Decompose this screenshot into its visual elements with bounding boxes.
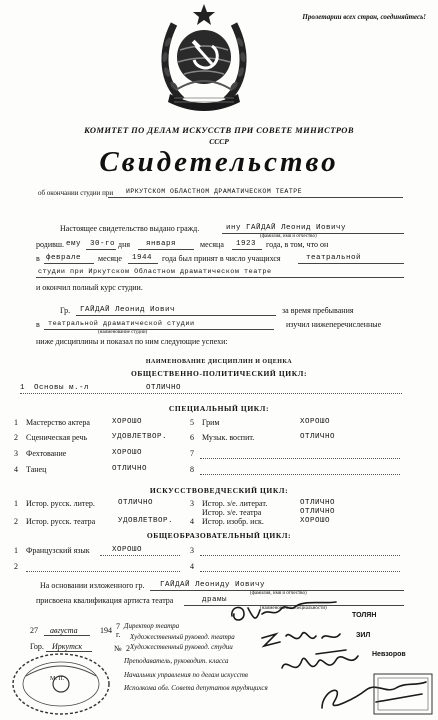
table-caption: НАИМЕНОВАНИЕ ДИСЦИПЛИН И ОЦЕНКА <box>145 359 293 365</box>
role-teacher: Преподаватель, руководит. класса <box>124 657 229 665</box>
ussr-emblem-icon <box>152 2 256 112</box>
month-label: месяца <box>200 240 224 249</box>
special-row-no2: 6 <box>190 433 194 442</box>
role-executive-committee: Исполкома обл. Совета депутатов трудящихся <box>124 684 268 692</box>
number-value: 2 <box>126 644 130 653</box>
year-suffix: г. <box>116 630 121 639</box>
qualification-value: драмы <box>202 596 228 604</box>
art-row-grade: УДОВЛЕТВОР. <box>118 517 174 525</box>
general-row-grade: ХОРОШО <box>112 546 143 554</box>
special-row-name2: Музык. воспит. <box>202 433 255 442</box>
studied-label: изучил нижеперечисленные <box>286 320 382 329</box>
admitted-month-label: месяце <box>98 254 122 263</box>
signer-teacher: Невзоров <box>372 651 406 658</box>
art-row-no2: 4 <box>190 517 194 526</box>
completed-text: и окончил полный курс студии. <box>36 283 143 292</box>
studio-kind: театральной <box>306 254 362 262</box>
number-label: № <box>114 644 122 653</box>
seal-label: М. П. <box>50 676 65 682</box>
committee-title: КОМИТЕТ ПО ДЕЛАМ ИСКУССТВ ПРИ СОВЕТЕ МИНИСТРОВ <box>84 125 354 135</box>
subjects-text: ниже дисциплины и показал по ним следующие успехи: <box>36 337 228 346</box>
date-day: 27 <box>30 626 38 635</box>
admitted-prefix: в <box>36 254 40 263</box>
special-row-grade: ХОРОШО <box>112 449 143 457</box>
issued-name-hint: (фамилия, имя и отчество) <box>260 234 317 239</box>
motto: Пролетарии всех стран, соединяйтесь! <box>302 13 426 21</box>
special-row-name: Фехтование <box>26 449 67 458</box>
born-year: 1923 <box>236 240 257 248</box>
document-title: Свидетельство <box>99 146 339 178</box>
general-row-no: 2 <box>14 562 18 571</box>
graduation-label: об окончании студии при <box>38 189 114 197</box>
social-row-no: 1 <box>20 384 26 392</box>
social-row-grade: ОТЛИЧНО <box>146 384 182 392</box>
general-row-no2: 3 <box>190 546 194 555</box>
studio-name: студии при Иркутском Областном драматическом театре <box>38 268 272 276</box>
qualification-label: присвоена квалификация артиста театра <box>36 596 174 605</box>
social-cycle-title: ОБЩЕСТВЕННО-ПОЛИТИЧЕСКИЙ ЦИКЛ: <box>130 369 308 378</box>
role-art-director-theatre: Художественный руковод. театра <box>130 633 235 641</box>
special-row-no2: 5 <box>190 418 194 427</box>
qualification-hint: (наименование специальности) <box>260 606 327 611</box>
special-row-grade2: ХОРОШО <box>300 418 331 426</box>
period-label: за время пребывания <box>282 306 354 315</box>
art-row-name: Истор. русск. литер. <box>26 499 95 508</box>
art-row-grade: ОТЛИЧНО <box>118 499 154 507</box>
special-row-no: 2 <box>14 433 18 442</box>
year-label: года, в том, что он <box>266 240 329 249</box>
year-prefix: 194 <box>100 626 112 635</box>
day-label: дня <box>118 240 131 249</box>
art-row-grade2: ХОРОШО <box>300 517 331 525</box>
issued-label: Настоящее свидетельство выдано гражд. <box>60 224 200 233</box>
basis-label: На основании изложенного гр. <box>40 581 145 590</box>
basis-name-hint: (фамилия, имя и отчество) <box>250 591 307 596</box>
special-row-no: 3 <box>14 449 18 458</box>
admitted-year: 1944 <box>132 254 153 262</box>
city-value: Иркутск <box>52 642 83 651</box>
role-head-arts: Начальник управления по делам искусств <box>124 671 248 679</box>
country-label: СССР <box>209 137 229 146</box>
special-cycle-title: СПЕЦИАЛЬНЫЙ ЦИКЛ: <box>168 404 270 413</box>
art-row-no: 2 <box>14 517 18 526</box>
general-row-name: Французский язык <box>26 546 90 555</box>
studio-type: театральной драматической студии <box>48 320 195 328</box>
art-row-name: Истор. русск. театра <box>26 517 96 526</box>
general-cycle-title: ОБЩЕОБРАЗОВАТЕЛЬНЫЙ ЦИКЛ: <box>146 531 292 540</box>
special-row-name: Мастерство актера <box>26 418 90 427</box>
city-label: Гор. <box>30 642 44 651</box>
art-row-no: 1 <box>14 499 18 508</box>
signer-art-director: ЗИЛ <box>356 632 371 639</box>
year-digit: 7 <box>116 622 120 631</box>
special-row-grade: ХОРОШО <box>112 418 143 426</box>
trainee-name: ГАЙДАЙ Леонид Иович <box>80 306 176 314</box>
date-month: августа <box>50 626 78 635</box>
admitted-month: феврале <box>46 254 82 262</box>
born-month: января <box>146 240 177 248</box>
special-row-no: 1 <box>14 418 18 427</box>
signer-director: ТОЛЯН <box>352 612 377 619</box>
special-row-name2: Грим <box>202 418 220 427</box>
special-row-no2: 8 <box>190 465 194 474</box>
art-row-grade2: ОТЛИЧНО <box>300 508 336 516</box>
art-row-name2: Истор. з/е. театра <box>202 508 262 517</box>
theatre-name: ИРКУТСКОМ ОБЛАСТНОМ ДРАМАТИЧЕСКОМ ТЕАТРЕ <box>126 188 303 195</box>
social-row-name: Основы м.-л <box>34 384 90 392</box>
art-row-name2: Истор. з/е. литерат. <box>202 499 268 508</box>
special-row-no: 4 <box>14 465 18 474</box>
role-art-director-studio: Художественный руковод. студии <box>130 643 233 651</box>
art-cycle-title: ИСКУССТВОВЕДЧЕСКИЙ ЦИКЛ: <box>149 486 289 495</box>
special-row-grade2: ОТЛИЧНО <box>300 433 336 441</box>
rectangular-stamp-icon <box>372 670 434 718</box>
special-row-grade: УДОВЛЕТВОР. <box>112 433 168 441</box>
art-row-grade2: ОТЛИЧНО <box>300 499 336 507</box>
issued-to: ину ГАЙДАЙ Леонид Иовичу <box>226 224 347 232</box>
general-row-no: 1 <box>14 546 18 555</box>
art-row-no2: 3 <box>190 499 194 508</box>
born-day: 30-го <box>90 240 116 248</box>
special-row-no2: 7 <box>190 449 194 458</box>
art-row-name2: Истор. изобр. иск. <box>202 517 264 526</box>
special-row-name: Сценическая речь <box>26 433 88 442</box>
basis-name: ГАЙДАЙ Леониду Иовичу <box>160 581 266 589</box>
general-row-no2: 4 <box>190 562 194 571</box>
special-row-grade: ОТЛИЧНО <box>112 465 148 473</box>
special-row-name: Танец <box>26 465 47 474</box>
born-label: родивш. <box>36 240 65 249</box>
trainee-prefix: Гр. <box>60 306 71 315</box>
studio-prefix: в <box>36 320 40 329</box>
studio-hint: (наименование студии) <box>98 330 148 335</box>
role-director: Директор театра <box>124 622 180 630</box>
admitted-text: года был принят в число учащихся <box>162 254 281 263</box>
born-suffix: ему <box>66 240 82 248</box>
